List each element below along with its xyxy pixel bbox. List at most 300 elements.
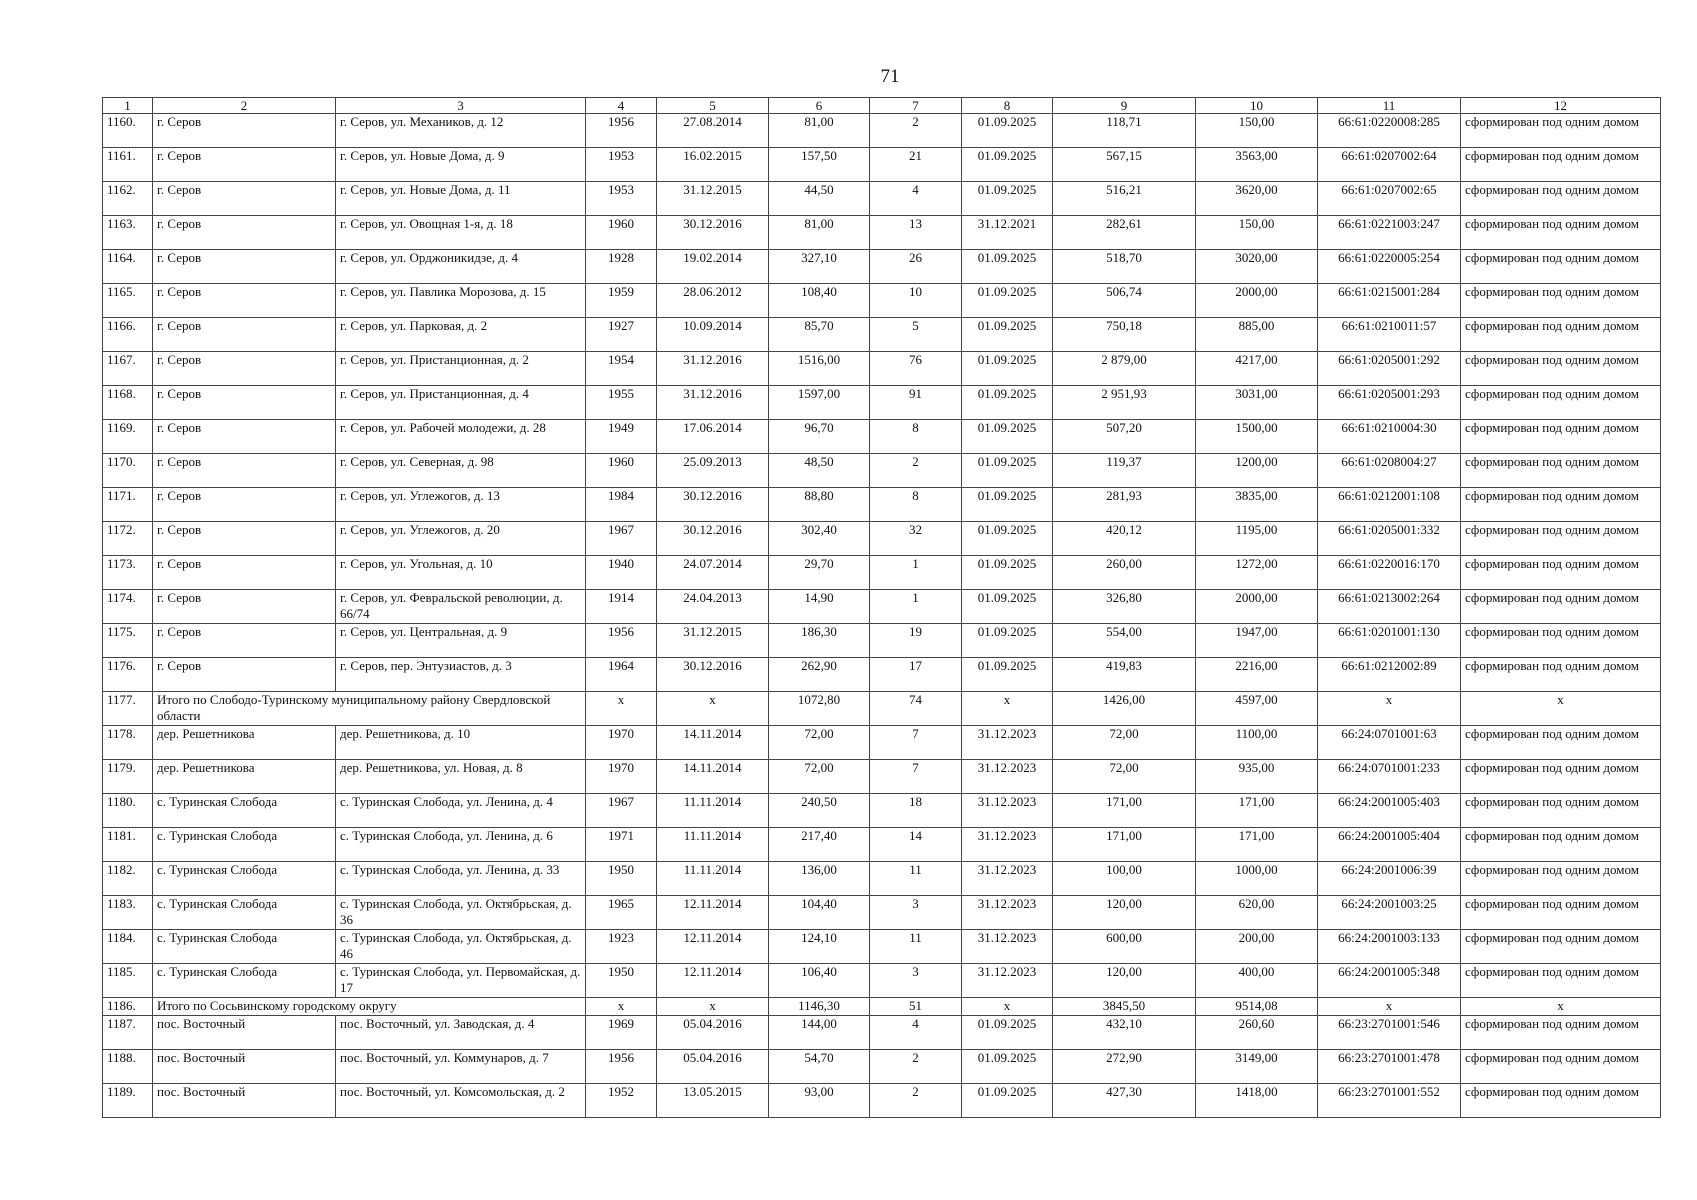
area-cell: 144,00 xyxy=(769,1016,870,1050)
cadastral-number-cell: 66:24:0701001:233 xyxy=(1318,760,1461,794)
column-10-cell: 3020,00 xyxy=(1196,250,1318,284)
column-9-cell: 600,00 xyxy=(1053,930,1196,964)
table-row xyxy=(103,760,1661,794)
planned-date-cell: 01.09.2025 xyxy=(962,590,1053,624)
land-status-cell: сформирован под одним домом xyxy=(1461,318,1661,352)
year-built-cell: 1960 xyxy=(586,216,657,250)
planned-date-cell: 31.12.2023 xyxy=(962,760,1053,794)
area-cell: 157,50 xyxy=(769,148,870,182)
year-built-cell: 1970 xyxy=(586,726,657,760)
column-10-cell: 4217,00 xyxy=(1196,352,1318,386)
area-cell: 1516,00 xyxy=(769,352,870,386)
column-9-cell: 120,00 xyxy=(1053,896,1196,930)
row-number-cell: 1174. xyxy=(103,590,153,624)
year-built-cell: 1949 xyxy=(586,420,657,454)
date-cell: 30.12.2016 xyxy=(657,488,769,522)
row-number-cell: 1162. xyxy=(103,182,153,216)
column-9-cell: 118,71 xyxy=(1053,114,1196,148)
address-cell: с. Туринская Слобода, ул. Октябрьская, д. 36 xyxy=(336,896,586,930)
cadastral-number-cell: 66:24:2001006:39 xyxy=(1318,862,1461,896)
address-cell: с. Туринская Слобода, ул. Первомайская, д. 17 xyxy=(336,964,586,998)
area-cell: 217,40 xyxy=(769,828,870,862)
year-built-cell: 1955 xyxy=(586,386,657,420)
table-row xyxy=(103,318,1661,352)
date-cell: 31.12.2016 xyxy=(657,386,769,420)
area-cell: 186,30 xyxy=(769,624,870,658)
table-row xyxy=(103,1050,1661,1084)
column-10-cell: 3563,00 xyxy=(1196,148,1318,182)
row-number-cell: 1181. xyxy=(103,828,153,862)
residents-cell: 17 xyxy=(870,658,962,692)
area-cell: 54,70 xyxy=(769,1050,870,1084)
residents-cell: 1 xyxy=(870,590,962,624)
date-cell: 12.11.2014 xyxy=(657,964,769,998)
table-row xyxy=(103,896,1661,930)
area-cell: 104,40 xyxy=(769,896,870,930)
land-status-cell: сформирован под одним домом xyxy=(1461,182,1661,216)
area-cell: 136,00 xyxy=(769,862,870,896)
locality-cell: с. Туринская Слобода xyxy=(153,930,336,964)
land-status-cell: сформирован под одним домом xyxy=(1461,862,1661,896)
column-9-cell: 554,00 xyxy=(1053,624,1196,658)
column-10-cell: 200,00 xyxy=(1196,930,1318,964)
planned-date-cell: 01.09.2025 xyxy=(962,624,1053,658)
cadastral-number-cell: 66:61:0221003:247 xyxy=(1318,216,1461,250)
table-row xyxy=(103,930,1661,964)
locality-cell: г. Серов xyxy=(153,556,336,590)
planned-date-cell: 01.09.2025 xyxy=(962,386,1053,420)
column-10-cell: 171,00 xyxy=(1196,794,1318,828)
year-built-cell: 1964 xyxy=(586,658,657,692)
residents-cell: 26 xyxy=(870,250,962,284)
land-status-cell: сформирован под одним домом xyxy=(1461,964,1661,998)
planned-date-cell: 01.09.2025 xyxy=(962,522,1053,556)
date-cell: 31.12.2015 xyxy=(657,624,769,658)
column-9-cell: 119,37 xyxy=(1053,454,1196,488)
planned-date-cell: 01.09.2025 xyxy=(962,114,1053,148)
cadastral-number-cell: 66:61:0220008:285 xyxy=(1318,114,1461,148)
locality-cell: г. Серов xyxy=(153,216,336,250)
locality-cell: с. Туринская Слобода xyxy=(153,862,336,896)
address-cell: г. Серов, ул. Центральная, д. 9 xyxy=(336,624,586,658)
table-row xyxy=(103,352,1661,386)
column-10-cell: 885,00 xyxy=(1196,318,1318,352)
land-status-cell: х xyxy=(1461,998,1661,1016)
address-cell: г. Серов, ул. Новые Дома, д. 9 xyxy=(336,148,586,182)
locality-cell: дер. Решетникова xyxy=(153,726,336,760)
planned-date-cell: х xyxy=(962,692,1053,726)
column-10-cell: 9514,08 xyxy=(1196,998,1318,1016)
column-9-cell: 567,15 xyxy=(1053,148,1196,182)
column-10-cell: 2000,00 xyxy=(1196,590,1318,624)
column-10-cell: 1200,00 xyxy=(1196,454,1318,488)
area-cell: 1597,00 xyxy=(769,386,870,420)
planned-date-cell: 01.09.2025 xyxy=(962,352,1053,386)
area-cell: 302,40 xyxy=(769,522,870,556)
header-cell: 3 xyxy=(336,98,586,114)
row-number-cell: 1163. xyxy=(103,216,153,250)
date-cell: 24.07.2014 xyxy=(657,556,769,590)
locality-cell: дер. Решетникова xyxy=(153,760,336,794)
residents-cell: 2 xyxy=(870,454,962,488)
cadastral-number-cell: 66:61:0210004:30 xyxy=(1318,420,1461,454)
cadastral-number-cell: 66:61:0220005:254 xyxy=(1318,250,1461,284)
row-number-cell: 1184. xyxy=(103,930,153,964)
column-10-cell: 4597,00 xyxy=(1196,692,1318,726)
row-number-cell: 1164. xyxy=(103,250,153,284)
area-cell: 240,50 xyxy=(769,794,870,828)
column-9-cell: 750,18 xyxy=(1053,318,1196,352)
locality-cell: с. Туринская Слобода xyxy=(153,964,336,998)
column-10-cell: 2000,00 xyxy=(1196,284,1318,318)
column-9-cell: 419,83 xyxy=(1053,658,1196,692)
locality-cell: г. Серов xyxy=(153,148,336,182)
land-status-cell: сформирован под одним домом xyxy=(1461,624,1661,658)
planned-date-cell: 01.09.2025 xyxy=(962,182,1053,216)
area-cell: 14,90 xyxy=(769,590,870,624)
cadastral-number-cell: 66:61:0220016:170 xyxy=(1318,556,1461,590)
address-cell: с. Туринская Слобода, ул. Ленина, д. 4 xyxy=(336,794,586,828)
row-number-cell: 1182. xyxy=(103,862,153,896)
cadastral-number-cell: х xyxy=(1318,998,1461,1016)
column-10-cell: 1272,00 xyxy=(1196,556,1318,590)
year-built-cell: 1940 xyxy=(586,556,657,590)
land-status-cell: х xyxy=(1461,692,1661,726)
cadastral-number-cell: 66:61:0207002:65 xyxy=(1318,182,1461,216)
column-9-cell: 1426,00 xyxy=(1053,692,1196,726)
locality-cell: с. Туринская Слобода xyxy=(153,896,336,930)
year-built-cell: 1953 xyxy=(586,182,657,216)
year-built-cell: 1956 xyxy=(586,114,657,148)
cadastral-number-cell: 66:61:0205001:332 xyxy=(1318,522,1461,556)
table-row xyxy=(103,556,1661,590)
year-built-cell: 1953 xyxy=(586,148,657,182)
table-row xyxy=(103,454,1661,488)
date-cell: 16.02.2015 xyxy=(657,148,769,182)
year-built-cell: 1984 xyxy=(586,488,657,522)
cadastral-number-cell: 66:61:0205001:292 xyxy=(1318,352,1461,386)
row-number-cell: 1165. xyxy=(103,284,153,318)
locality-cell: г. Серов xyxy=(153,624,336,658)
table-row xyxy=(103,182,1661,216)
area-cell: 1146,30 xyxy=(769,998,870,1016)
table-row xyxy=(103,1016,1661,1050)
table-row xyxy=(103,420,1661,454)
area-cell: 48,50 xyxy=(769,454,870,488)
date-cell: 30.12.2016 xyxy=(657,522,769,556)
residents-cell: 7 xyxy=(870,760,962,794)
residents-cell: 14 xyxy=(870,828,962,862)
row-number-cell: 1189. xyxy=(103,1084,153,1118)
locality-cell: г. Серов xyxy=(153,420,336,454)
column-10-cell: 3835,00 xyxy=(1196,488,1318,522)
header-cell: 9 xyxy=(1053,98,1196,114)
header-cell: 6 xyxy=(769,98,870,114)
year-built-cell: 1959 xyxy=(586,284,657,318)
land-status-cell: сформирован под одним домом xyxy=(1461,454,1661,488)
land-status-cell: сформирован под одним домом xyxy=(1461,488,1661,522)
planned-date-cell: 01.09.2025 xyxy=(962,556,1053,590)
residents-cell: 8 xyxy=(870,488,962,522)
planned-date-cell: 01.09.2025 xyxy=(962,1050,1053,1084)
date-cell: 31.12.2015 xyxy=(657,182,769,216)
residents-cell: 4 xyxy=(870,182,962,216)
residents-cell: 19 xyxy=(870,624,962,658)
residents-cell: 4 xyxy=(870,1016,962,1050)
date-cell: х xyxy=(657,998,769,1016)
date-cell: 25.09.2013 xyxy=(657,454,769,488)
residents-cell: 18 xyxy=(870,794,962,828)
address-cell: пос. Восточный, ул. Коммунаров, д. 7 xyxy=(336,1050,586,1084)
header-cell: 7 xyxy=(870,98,962,114)
land-status-cell: сформирован под одним домом xyxy=(1461,148,1661,182)
area-cell: 72,00 xyxy=(769,760,870,794)
address-cell: дер. Решетникова, ул. Новая, д. 8 xyxy=(336,760,586,794)
column-10-cell: 1947,00 xyxy=(1196,624,1318,658)
row-number-cell: 1176. xyxy=(103,658,153,692)
column-10-cell: 1195,00 xyxy=(1196,522,1318,556)
row-number-cell: 1188. xyxy=(103,1050,153,1084)
address-cell: г. Серов, ул. Павлика Морозова, д. 15 xyxy=(336,284,586,318)
date-cell: 28.06.2012 xyxy=(657,284,769,318)
year-built-cell: х xyxy=(586,998,657,1016)
residents-cell: 74 xyxy=(870,692,962,726)
cadastral-number-cell: 66:61:0212002:89 xyxy=(1318,658,1461,692)
residents-cell: 13 xyxy=(870,216,962,250)
row-number-cell: 1173. xyxy=(103,556,153,590)
locality-cell: г. Серов xyxy=(153,284,336,318)
residents-cell: 51 xyxy=(870,998,962,1016)
date-cell: 31.12.2016 xyxy=(657,352,769,386)
locality-cell: пос. Восточный xyxy=(153,1016,336,1050)
planned-date-cell: 01.09.2025 xyxy=(962,658,1053,692)
address-cell: г. Серов, ул. Механиков, д. 12 xyxy=(336,114,586,148)
address-cell: г. Серов, ул. Северная, д. 98 xyxy=(336,454,586,488)
residents-cell: 10 xyxy=(870,284,962,318)
year-built-cell: 1967 xyxy=(586,522,657,556)
date-cell: 10.09.2014 xyxy=(657,318,769,352)
residents-cell: 11 xyxy=(870,862,962,896)
row-number-cell: 1186. xyxy=(103,998,153,1016)
column-9-cell: 282,61 xyxy=(1053,216,1196,250)
column-9-cell: 2 879,00 xyxy=(1053,352,1196,386)
row-number-cell: 1177. xyxy=(103,692,153,726)
residents-cell: 32 xyxy=(870,522,962,556)
area-cell: 1072,80 xyxy=(769,692,870,726)
date-cell: 11.11.2014 xyxy=(657,862,769,896)
column-9-cell: 171,00 xyxy=(1053,794,1196,828)
column-10-cell: 1100,00 xyxy=(1196,726,1318,760)
column-9-cell: 326,80 xyxy=(1053,590,1196,624)
column-9-cell: 516,21 xyxy=(1053,182,1196,216)
year-built-cell: 1970 xyxy=(586,760,657,794)
cadastral-number-cell: х xyxy=(1318,692,1461,726)
cadastral-number-cell: 66:61:0205001:293 xyxy=(1318,386,1461,420)
address-cell: с. Туринская Слобода, ул. Ленина, д. 6 xyxy=(336,828,586,862)
land-status-cell: сформирован под одним домом xyxy=(1461,250,1661,284)
row-number-cell: 1175. xyxy=(103,624,153,658)
year-built-cell: 1950 xyxy=(586,964,657,998)
column-10-cell: 3149,00 xyxy=(1196,1050,1318,1084)
area-cell: 81,00 xyxy=(769,216,870,250)
locality-cell: г. Серов xyxy=(153,658,336,692)
row-number-cell: 1179. xyxy=(103,760,153,794)
locality-cell: г. Серов xyxy=(153,352,336,386)
planned-date-cell: 01.09.2025 xyxy=(962,454,1053,488)
residents-cell: 1 xyxy=(870,556,962,590)
locality-cell: г. Серов xyxy=(153,250,336,284)
column-9-cell: 2 951,93 xyxy=(1053,386,1196,420)
residents-cell: 2 xyxy=(870,1050,962,1084)
locality-cell: пос. Восточный xyxy=(153,1050,336,1084)
housing-register-table xyxy=(102,97,1661,1118)
header-cell: 2 xyxy=(153,98,336,114)
table-row xyxy=(103,114,1661,148)
planned-date-cell: 31.12.2023 xyxy=(962,862,1053,896)
column-9-cell: 518,70 xyxy=(1053,250,1196,284)
area-cell: 44,50 xyxy=(769,182,870,216)
row-number-cell: 1172. xyxy=(103,522,153,556)
land-status-cell: сформирован под одним домом xyxy=(1461,352,1661,386)
year-built-cell: 1956 xyxy=(586,1050,657,1084)
column-number-header-row xyxy=(103,98,1661,114)
table-row xyxy=(103,624,1661,658)
column-9-cell: 281,93 xyxy=(1053,488,1196,522)
address-cell: с. Туринская Слобода, ул. Ленина, д. 33 xyxy=(336,862,586,896)
residents-cell: 2 xyxy=(870,1084,962,1118)
land-status-cell: сформирован под одним домом xyxy=(1461,522,1661,556)
row-number-cell: 1180. xyxy=(103,794,153,828)
year-built-cell: 1950 xyxy=(586,862,657,896)
column-9-cell: 72,00 xyxy=(1053,726,1196,760)
land-status-cell: сформирован под одним домом xyxy=(1461,386,1661,420)
planned-date-cell: 31.12.2023 xyxy=(962,794,1053,828)
column-9-cell: 72,00 xyxy=(1053,760,1196,794)
page-number: 71 xyxy=(880,66,900,87)
row-number-cell: 1167. xyxy=(103,352,153,386)
residents-cell: 21 xyxy=(870,148,962,182)
table-row xyxy=(103,216,1661,250)
cadastral-number-cell: 66:24:0701001:63 xyxy=(1318,726,1461,760)
year-built-cell: 1927 xyxy=(586,318,657,352)
column-10-cell: 260,60 xyxy=(1196,1016,1318,1050)
column-10-cell: 171,00 xyxy=(1196,828,1318,862)
planned-date-cell: 31.12.2023 xyxy=(962,726,1053,760)
column-10-cell: 150,00 xyxy=(1196,216,1318,250)
area-cell: 85,70 xyxy=(769,318,870,352)
area-cell: 96,70 xyxy=(769,420,870,454)
land-status-cell: сформирован под одним домом xyxy=(1461,1084,1661,1118)
table-row xyxy=(103,522,1661,556)
locality-cell: г. Серов xyxy=(153,590,336,624)
land-status-cell: сформирован под одним домом xyxy=(1461,828,1661,862)
area-cell: 106,40 xyxy=(769,964,870,998)
planned-date-cell: 01.09.2025 xyxy=(962,148,1053,182)
planned-date-cell: 31.12.2021 xyxy=(962,216,1053,250)
column-9-cell: 507,20 xyxy=(1053,420,1196,454)
year-built-cell: 1954 xyxy=(586,352,657,386)
planned-date-cell: 31.12.2023 xyxy=(962,930,1053,964)
year-built-cell: 1928 xyxy=(586,250,657,284)
land-status-cell: сформирован под одним домом xyxy=(1461,794,1661,828)
column-10-cell: 2216,00 xyxy=(1196,658,1318,692)
planned-date-cell: 01.09.2025 xyxy=(962,318,1053,352)
date-cell: 14.11.2014 xyxy=(657,726,769,760)
area-cell: 327,10 xyxy=(769,250,870,284)
column-9-cell: 120,00 xyxy=(1053,964,1196,998)
residents-cell: 3 xyxy=(870,896,962,930)
address-cell: г. Серов, ул. Пристанционная, д. 2 xyxy=(336,352,586,386)
planned-date-cell: 01.09.2025 xyxy=(962,420,1053,454)
address-cell: г. Серов, ул. Рабочей молодежи, д. 28 xyxy=(336,420,586,454)
address-cell: г. Серов, ул. Новые Дома, д. 11 xyxy=(336,182,586,216)
column-10-cell: 935,00 xyxy=(1196,760,1318,794)
address-cell: г. Серов, ул. Февральской революции, д. 66/74 xyxy=(336,590,586,624)
locality-cell: г. Серов xyxy=(153,386,336,420)
cadastral-number-cell: 66:24:2001005:403 xyxy=(1318,794,1461,828)
locality-cell: г. Серов xyxy=(153,488,336,522)
header-cell: 4 xyxy=(586,98,657,114)
planned-date-cell: 01.09.2025 xyxy=(962,1016,1053,1050)
date-cell: 05.04.2016 xyxy=(657,1050,769,1084)
date-cell: 24.04.2013 xyxy=(657,590,769,624)
total-label-cell: Итого по Сосьвинскому городскому округу xyxy=(153,998,586,1016)
table-row xyxy=(103,726,1661,760)
table-row xyxy=(103,250,1661,284)
table-row xyxy=(103,590,1661,624)
residents-cell: 91 xyxy=(870,386,962,420)
header-cell: 1 xyxy=(103,98,153,114)
area-cell: 81,00 xyxy=(769,114,870,148)
year-built-cell: 1914 xyxy=(586,590,657,624)
cadastral-number-cell: 66:61:0212001:108 xyxy=(1318,488,1461,522)
table-row xyxy=(103,1084,1661,1118)
planned-date-cell: 01.09.2025 xyxy=(962,488,1053,522)
address-cell: г. Серов, ул. Овощная 1-я, д. 18 xyxy=(336,216,586,250)
table-row xyxy=(103,964,1661,998)
land-status-cell: сформирован под одним домом xyxy=(1461,284,1661,318)
row-number-cell: 1178. xyxy=(103,726,153,760)
address-cell: дер. Решетникова, д. 10 xyxy=(336,726,586,760)
cadastral-number-cell: 66:61:0210011:57 xyxy=(1318,318,1461,352)
area-cell: 124,10 xyxy=(769,930,870,964)
land-status-cell: сформирован под одним домом xyxy=(1461,930,1661,964)
column-9-cell: 100,00 xyxy=(1053,862,1196,896)
row-number-cell: 1160. xyxy=(103,114,153,148)
table-row xyxy=(103,284,1661,318)
planned-date-cell: х xyxy=(962,998,1053,1016)
locality-cell: с. Туринская Слобода xyxy=(153,794,336,828)
column-9-cell: 272,90 xyxy=(1053,1050,1196,1084)
year-built-cell: 1952 xyxy=(586,1084,657,1118)
cadastral-number-cell: 66:23:2701001:546 xyxy=(1318,1016,1461,1050)
date-cell: 11.11.2014 xyxy=(657,794,769,828)
planned-date-cell: 01.09.2025 xyxy=(962,284,1053,318)
residents-cell: 2 xyxy=(870,114,962,148)
locality-cell: г. Серов xyxy=(153,318,336,352)
address-cell: г. Серов, пер. Энтузиастов, д. 3 xyxy=(336,658,586,692)
area-cell: 88,80 xyxy=(769,488,870,522)
address-cell: г. Серов, ул. Углежогов, д. 20 xyxy=(336,522,586,556)
land-status-cell: сформирован под одним домом xyxy=(1461,726,1661,760)
year-built-cell: х xyxy=(586,692,657,726)
column-9-cell: 420,12 xyxy=(1053,522,1196,556)
header-cell: 8 xyxy=(962,98,1053,114)
planned-date-cell: 31.12.2023 xyxy=(962,896,1053,930)
land-status-cell: сформирован под одним домом xyxy=(1461,896,1661,930)
header-cell: 10 xyxy=(1196,98,1318,114)
date-cell: 30.12.2016 xyxy=(657,216,769,250)
